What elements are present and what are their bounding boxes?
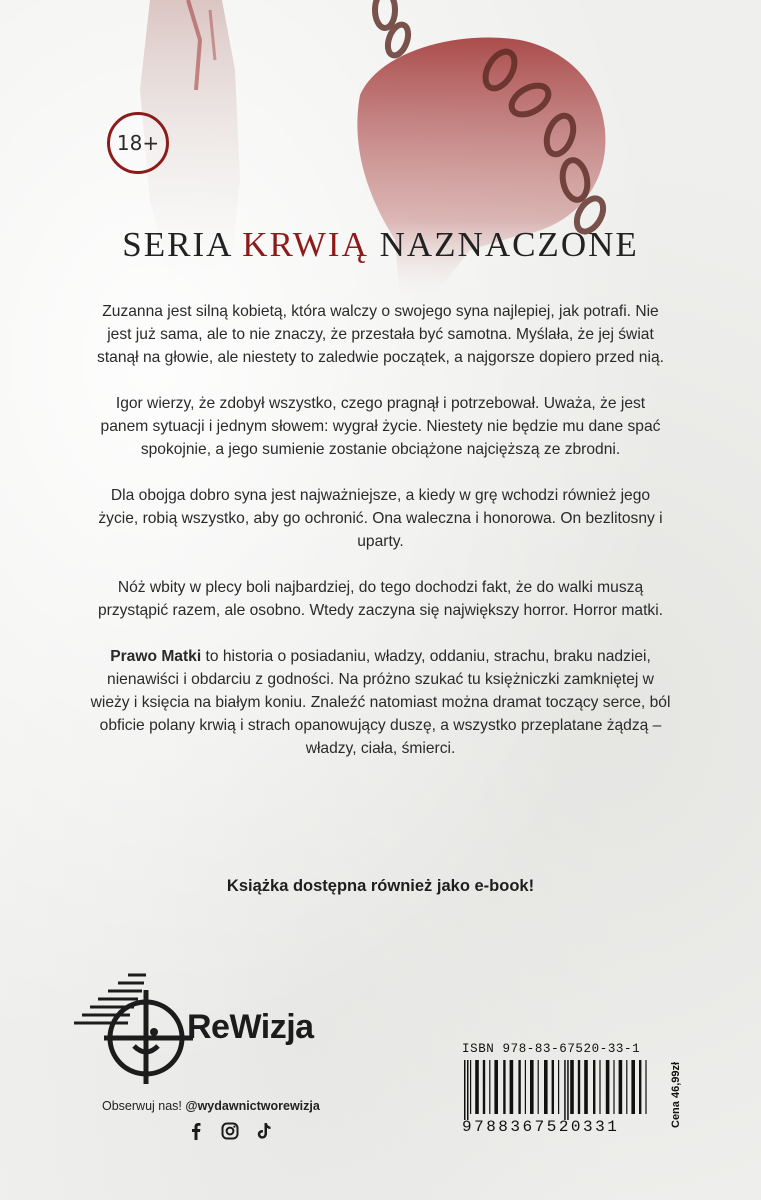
barcode-bar xyxy=(606,1060,610,1114)
barcode-bar xyxy=(510,1060,514,1114)
barcode-bar xyxy=(544,1060,548,1114)
barcode xyxy=(462,1060,658,1120)
ebook-note: Książka dostępna również jako e-book! xyxy=(226,877,535,895)
barcode-bar xyxy=(518,1060,520,1114)
barcode-bar xyxy=(626,1060,627,1114)
barcode-bar xyxy=(564,1060,566,1120)
barcode-bar xyxy=(503,1060,505,1114)
barcode-bar xyxy=(467,1060,469,1120)
follow-label: Obserwuj nas! xyxy=(102,1099,182,1113)
social-handle[interactable]: @wydawnictworewizja xyxy=(185,1099,320,1113)
book-blurb xyxy=(90,300,671,783)
isbn-barcode-block xyxy=(462,1042,658,1136)
publisher-name: ReWizja xyxy=(187,1008,314,1046)
tiktok-icon[interactable] xyxy=(254,1121,274,1141)
barcode-bar xyxy=(538,1060,539,1114)
barcode-bar xyxy=(494,1060,498,1114)
barcode-bar xyxy=(645,1060,646,1114)
blurb-paragraph: Dla obojga dobro syna jest najważniejsze, a kiedy w grę wchodzi również jego życie, robią wszystko, aby go ochronić. Ona waleczna i honorowa. On bezlitosny i uparty. xyxy=(98,487,663,550)
barcode-bar xyxy=(530,1060,534,1114)
barcode-bar xyxy=(584,1060,588,1114)
barcode-bar xyxy=(639,1060,641,1114)
barcode-bar xyxy=(567,1060,569,1120)
blurb-final-text: to historia o posiadaniu, władzy, oddaniu, strachu, braku nadziei, nienawiści i obdarciu z godności. Na próżno szukać tu księżniczki zamkniętej w wieży i księcia na białym koniu. Znaleźć natomiast można dramat toczący serce, ból obficie polany krwią i strach opanowujący duszę, a wszystko przeplatane żądzą – władzy, ciała, śmierci. xyxy=(90,648,671,757)
series-title-prefix: SERIA xyxy=(122,225,243,264)
age-rating-badge xyxy=(107,112,169,174)
barcode-bar xyxy=(558,1060,559,1114)
barcode-bar xyxy=(578,1060,580,1114)
barcode-bar xyxy=(483,1060,485,1114)
barcode-bar xyxy=(464,1060,466,1120)
barcode-bar xyxy=(619,1060,623,1114)
barcode-bar xyxy=(599,1060,600,1114)
barcode-bar xyxy=(489,1060,490,1114)
barcode-bar xyxy=(613,1060,614,1114)
series-title xyxy=(0,225,761,265)
blurb-paragraph: Igor wierzy, że zdobył wszystko, czego pragnął i potrzebował. Uważa, że jest panem sytuacji i jednym słowem: wygrał życie. Niestety nie będzie mu dane spać spokojnie, a jego sumienie zostanie obciążone najcięższą ze zbrodni. xyxy=(100,395,661,458)
book-title-inline: Prawo Matki xyxy=(110,648,202,665)
facebook-icon[interactable] xyxy=(186,1121,206,1141)
barcode-bar xyxy=(631,1060,635,1114)
instagram-icon[interactable] xyxy=(220,1121,240,1141)
series-title-highlight: KRWIĄ xyxy=(242,225,369,264)
barcode-bar xyxy=(552,1060,554,1114)
social-links xyxy=(186,1121,274,1141)
series-title-suffix: NAZNACZONE xyxy=(368,225,639,264)
barcode-bar xyxy=(593,1060,595,1114)
barcode-bar xyxy=(570,1060,574,1114)
price-label: Cena 46,99zł xyxy=(670,1061,682,1128)
blurb-paragraph: Nóż wbity w plecy boli najbardziej, do tego dochodzi fakt, że do walki muszą przystąpić razem, ale osobno. Wtedy zaczyna się największy horror. Horror matki. xyxy=(97,579,664,619)
age-rating-text: 18+ xyxy=(116,131,160,155)
blurb-paragraph: Zuzanna jest silną kobietą, która walczy o swojego syna najlepiej, jak potrafi. Nie jest już sama, ale to nie znaczy, że przestała być samotna. Myślała, że jej świat stanął na głowie, ale niestety to zaledwie początek, a najgorsze dopiero przed nią. xyxy=(97,303,664,366)
follow-line xyxy=(102,1099,320,1113)
blurb-paragraph-final xyxy=(90,645,671,760)
barcode-bar xyxy=(525,1060,526,1114)
barcode-digits: 9788367520331 xyxy=(462,1118,620,1136)
barcode-bar xyxy=(475,1060,479,1114)
isbn-label: ISBN 978-83-67520-33-1 xyxy=(462,1042,641,1056)
barcode-bar xyxy=(470,1060,471,1114)
